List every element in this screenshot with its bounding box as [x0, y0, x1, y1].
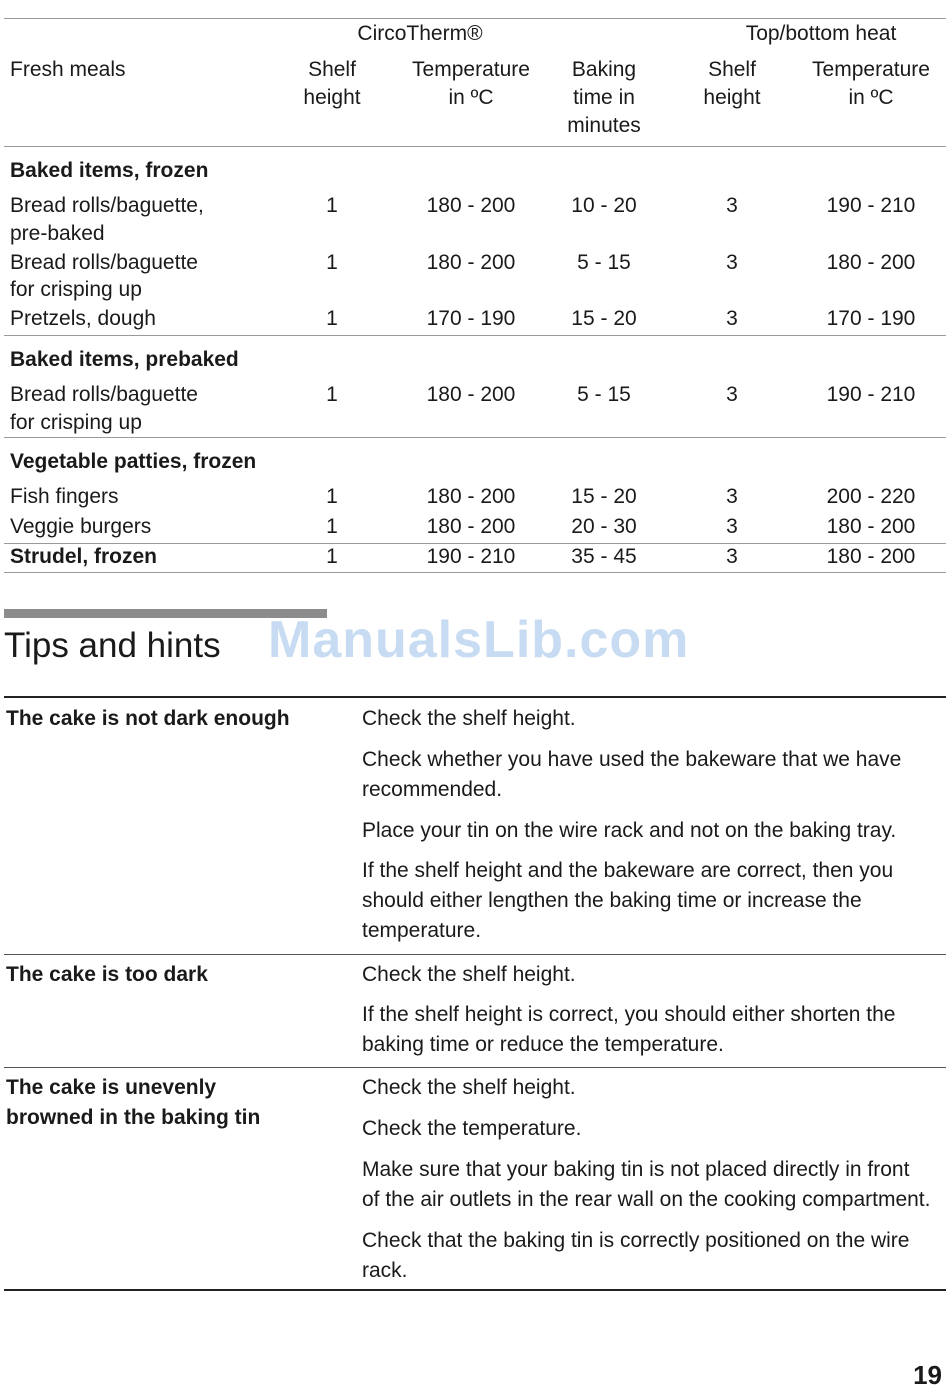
temperature-topbottom: 200 - 220 [826, 485, 916, 508]
shelf-height-topbottom: 3 [726, 251, 738, 274]
temperature-topbottom: 180 - 200 [826, 545, 916, 568]
tips-bottom-rule [4, 1289, 946, 1291]
tip-problem: The cake is too dark [6, 963, 208, 986]
row-name: Bread rolls/baguette [10, 251, 198, 274]
tip-hint: If the shelf height and the bakeware are correct, then you should either lengthen the baking time or increase the temperature. [362, 859, 894, 942]
header-text: in ºC [448, 86, 494, 109]
tip-divider [4, 954, 946, 955]
row-name: Pretzels, dough [10, 307, 156, 330]
watermark: ManualsLib.com [268, 611, 690, 669]
header-text: Temperature [412, 58, 530, 81]
shelf-height-circotherm: 1 [326, 485, 338, 508]
header-text: Shelf [708, 58, 756, 81]
header-text: time in [573, 86, 635, 109]
tip-hint: Place your tin on the wire rack and not on the baking tray. [362, 819, 897, 842]
shelf-height-circotherm: 1 [326, 545, 338, 568]
tip-problem: The cake is not dark enough [6, 707, 290, 730]
temperature-circotherm: 170 - 190 [426, 307, 516, 330]
shelf-height-topbottom: 3 [726, 515, 738, 538]
header-shelf-height-2 [682, 56, 782, 112]
baking-time: 5 - 15 [577, 251, 631, 274]
header-temperature-1 [400, 56, 542, 112]
section-title: Baked items, prebaked [10, 348, 239, 371]
tip-hint: Check whether you have used the bakeware that we have recommended. [362, 748, 902, 801]
header-shelf-height-1 [282, 56, 382, 112]
header-text: minutes [567, 114, 641, 137]
row-name: for crisping up [10, 278, 142, 301]
header-text: Baking [571, 58, 637, 81]
shelf-height-circotherm: 1 [326, 194, 338, 217]
row-name: pre-baked [10, 222, 105, 245]
shelf-height-topbottom: 3 [726, 307, 738, 330]
tip-hint: If the shelf height is correct, you should either shorten the baking time or reduce the temperature. [362, 1003, 896, 1056]
section-rule [4, 335, 946, 336]
header-circotherm: CircoTherm® [357, 22, 483, 45]
shelf-height-circotherm: 1 [326, 383, 338, 406]
tip-hint: Make sure that your baking tin is not placed directly in front of the air outlets in the rear wall on the cooking compartment. [362, 1158, 931, 1211]
baking-time: 35 - 45 [571, 545, 637, 568]
shelf-height-circotherm: 1 [326, 251, 338, 274]
shelf-height-circotherm: 1 [326, 515, 338, 538]
shelf-height-circotherm: 1 [326, 307, 338, 330]
baking-time: 20 - 30 [571, 515, 637, 538]
header-text: in ºC [848, 86, 894, 109]
header-fresh-meals: Fresh meals [10, 58, 126, 81]
temperature-topbottom: 190 - 210 [826, 383, 916, 406]
header-text: height [303, 86, 361, 109]
temperature-topbottom: 180 - 200 [826, 251, 916, 274]
temperature-topbottom: 170 - 190 [826, 307, 916, 330]
table-header-rule [4, 146, 946, 147]
tip-hint: Check the temperature. [362, 1117, 582, 1140]
baking-time: 15 - 20 [571, 485, 637, 508]
section-rule [4, 437, 946, 438]
page-title: Tips and hints [4, 626, 221, 665]
row-name: Bread rolls/baguette [10, 383, 198, 406]
shelf-height-topbottom: 3 [726, 383, 738, 406]
temperature-circotherm: 180 - 200 [426, 515, 516, 538]
header-temperature-2 [800, 56, 942, 112]
shelf-height-topbottom: 3 [726, 485, 738, 508]
table-top-rule [4, 18, 946, 19]
header-text: Temperature [812, 58, 930, 81]
header-text: Shelf [308, 58, 356, 81]
temperature-circotherm: 180 - 200 [426, 383, 516, 406]
baking-time: 5 - 15 [577, 383, 631, 406]
tip-problem: The cake is unevenly browned in the baking tin [6, 1076, 261, 1129]
tip-hint: Check the shelf height. [362, 707, 576, 730]
row-name: Fish fingers [10, 485, 119, 508]
shelf-height-topbottom: 3 [726, 545, 738, 568]
section-title: Baked items, frozen [10, 159, 209, 182]
temperature-circotherm: 180 - 200 [426, 194, 516, 217]
row-name: Veggie burgers [10, 515, 152, 538]
tip-hint: Check that the baking tin is correctly positioned on the wire rack. [362, 1229, 910, 1282]
section-title: Vegetable patties, frozen [10, 450, 257, 473]
tip-hint: Check the shelf height. [362, 1076, 576, 1099]
header-baking-time [552, 56, 656, 140]
tips-top-rule [4, 696, 946, 698]
row-name: for crisping up [10, 411, 142, 434]
table-bottom-rule [4, 572, 946, 573]
temperature-circotherm: 180 - 200 [426, 485, 516, 508]
temperature-circotherm: 190 - 210 [426, 545, 516, 568]
page-number: 19 [913, 1360, 942, 1390]
shelf-height-topbottom: 3 [726, 194, 738, 217]
baking-time: 10 - 20 [571, 194, 637, 217]
header-text: height [703, 86, 761, 109]
row-name: Bread rolls/baguette, [10, 194, 204, 217]
row-name: Strudel, frozen [10, 545, 158, 568]
tip-divider [4, 1067, 946, 1068]
header-topbottom: Top/bottom heat [745, 22, 897, 45]
tip-hint: Check the shelf height. [362, 963, 576, 986]
temperature-topbottom: 190 - 210 [826, 194, 916, 217]
temperature-circotherm: 180 - 200 [426, 251, 516, 274]
temperature-topbottom: 180 - 200 [826, 515, 916, 538]
baking-time: 15 - 20 [571, 307, 637, 330]
